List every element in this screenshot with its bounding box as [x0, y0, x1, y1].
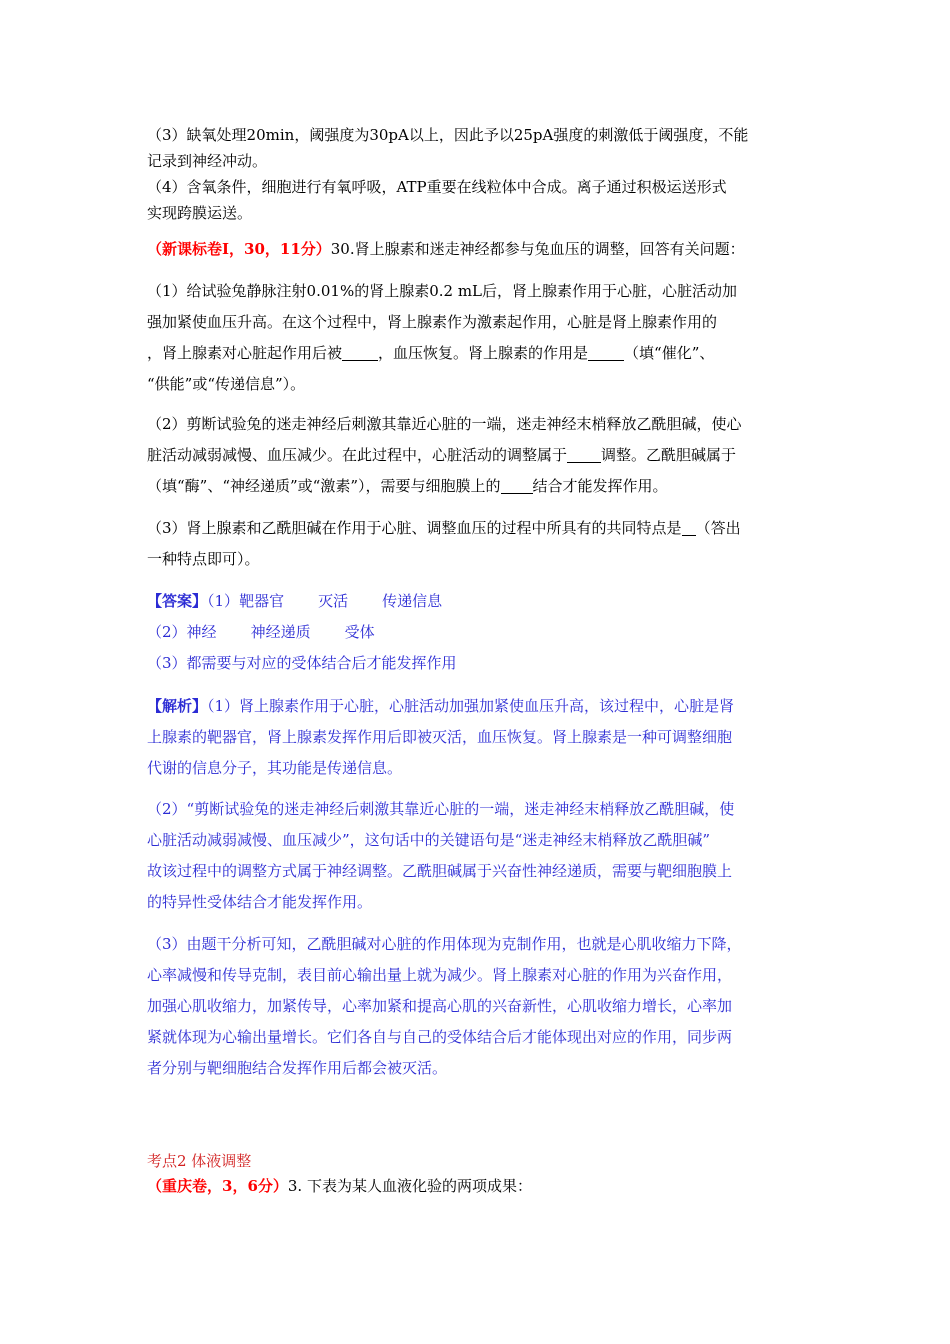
answer-blank — [342, 344, 378, 361]
text-segment: （3）肾上腺素和乙酰胆碱在作用于心脏、调整血压的过程中所具有的共同特点是 — [147, 519, 682, 537]
analysis-p2-line1: （2）“剪断试验兔的迷走神经后刺激其靠近心脏的一端，迷走神经末梢释放乙酰胆碱，使 — [147, 800, 735, 818]
analysis-p3-line1: （3）由题干分析可知，乙酰胆碱对心脏的作用体现为克制作用，也就是心肌收缩力下降， — [147, 935, 742, 953]
q30-part3-line2: 一种特点即可）。 — [147, 550, 260, 568]
prev-answer-line-4-cont: 实现跨膜运送。 — [147, 204, 253, 222]
answer-item: 靶器官 — [239, 592, 285, 610]
text-segment: ，血压恢复。肾上腺素的作用是 — [378, 344, 589, 362]
answer-item: 神经递质 — [250, 623, 311, 641]
analysis-p3-line3: 加强心肌收缩力，加紧传导，心率加紧和提高心肌的兴奋新性，心肌收缩力增长，心率加 — [147, 997, 733, 1015]
analysis-p3-line4: 紧就体现为心输出量增长。它们各自与自己的受体结合后才能体现出对应的作用，同步两 — [147, 1028, 733, 1046]
analysis-p3-line2: 心率减慢和传导克制，表目前心输出量上就为减少。肾上腺素对心脏的作用为兴奋作用， — [147, 966, 733, 984]
text-segment: （填“催化”、 — [624, 344, 715, 362]
text-segment: ，肾上腺素对心脏起作用后被 — [147, 344, 343, 362]
answer-blank — [567, 446, 601, 463]
text-segment: （1）肾上腺素作用于心脏，心脏活动加强加紧使血压升高，该过程中，心脏是肾 — [207, 697, 735, 715]
answer-item: 受体 — [344, 623, 375, 641]
text-segment: （答出 — [695, 519, 741, 537]
analysis-p1-line3: 代谢的信息分子，其功能是传递信息。 — [147, 759, 403, 777]
q30-part3-line1 — [147, 517, 741, 539]
analysis-tag: 【解析】 — [147, 697, 208, 715]
q30-part1-line4: “供能”或“传递信息”）。 — [147, 375, 306, 393]
prev-answer-line-4: （4）含氧条件，细胞进行有氧呼吸，ATP重要在线粒体中合成。离子通过积极运送形式 — [147, 178, 727, 196]
q30-part1-line2: 强加紧使血压升高。在这个过程中，肾上腺素作为激素起作用，心脏是肾上腺素作用的 — [147, 313, 718, 331]
text-segment: 脏活动减弱减慢、血压减少。在此过程中，心脏活动的调整属于 — [147, 446, 568, 464]
answer-line-1 — [147, 590, 442, 612]
analysis-p2-line3: 故该过程中的调整方式属于神经调整。乙酰胆碱属于兴奋性神经递质，需要与靶细胞膜上 — [147, 862, 733, 880]
answer-blank — [588, 344, 624, 361]
section-title: 考点2 体液调整 — [147, 1152, 252, 1170]
question-stem: 3. 下表为某人血液化验的两项成果： — [287, 1177, 532, 1195]
text-segment: 结合才能发挥作用。 — [532, 477, 668, 495]
question-30-header — [147, 238, 745, 260]
analysis-p2-line4: 的特异性受体结合才能发挥作用。 — [147, 893, 373, 911]
question-source: （新课标卷Ⅰ，30，11分） — [147, 240, 331, 258]
analysis-p1-line2: 上腺素的靶器官，肾上腺素发挥作用后即被灭活，血压恢复。肾上腺素是一种可调整细胞 — [147, 728, 733, 746]
analysis-p3-line5: 者分别与靶细胞结合发挥作用后都会被灭活。 — [147, 1059, 448, 1077]
analysis-p2-line2: 心脏活动减弱减慢、血压减少”，这句话中的关键语句是“迷走神经末梢释放乙酰胆碱” — [147, 831, 711, 849]
answer-item: 灭活 — [318, 592, 349, 610]
answer-label: （1） — [207, 592, 240, 610]
answer-tag: 【答案】 — [147, 592, 208, 610]
prev-answer-line-3-cont: 记录到神经冲动。 — [147, 152, 268, 170]
answer-label: （2） — [147, 623, 187, 641]
answer-item: 传递信息 — [382, 592, 443, 610]
prev-answer-line-3: （3）缺氧处理20min，阈强度为30pA以上，因此予以25pA强度的刺激低于阈强度，不能 — [147, 126, 749, 144]
answer-line-2 — [147, 621, 375, 643]
answer-line-3: （3）都需要与对应的受体结合后才能发挥作用 — [147, 654, 457, 672]
question-stem: 30.肾上腺素和迷走神经都参与兔血压的调整，回答有关问题： — [330, 240, 745, 258]
q30-part2-line1: （2）剪断试验兔的迷走神经后刺激其靠近心脏的一端，迷走神经末梢释放乙酰胆碱，使心 — [147, 415, 742, 433]
analysis-p1-line1 — [147, 695, 734, 717]
answer-blank — [501, 477, 533, 494]
text-segment: （填“酶”、“神经递质”或“激素”），需要与细胞膜上的 — [147, 477, 501, 495]
q30-part2-line2 — [147, 444, 736, 466]
q30-part1-line1: （1）给试验兔静脉注射0.01%的肾上腺素0.2 mL后，肾上腺素作用于心脏，心脏活动加 — [147, 282, 738, 300]
answer-blank — [682, 519, 696, 536]
q30-part2-line3 — [147, 475, 668, 497]
question-source: （重庆卷，3，6分） — [147, 1177, 288, 1195]
answer-item: 神经 — [186, 623, 217, 641]
text-segment: 调整。乙酰胆碱属于 — [601, 446, 737, 464]
q30-part1-line3 — [147, 342, 714, 364]
question-3-header — [147, 1175, 532, 1197]
